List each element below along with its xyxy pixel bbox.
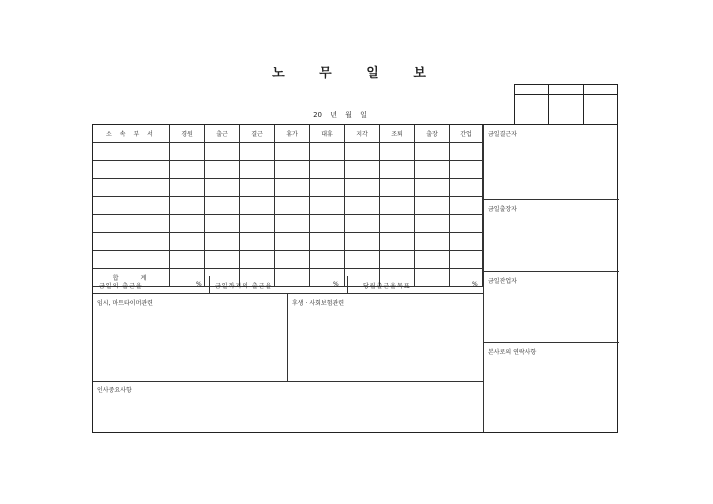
header-department: 소 속 부 서: [93, 125, 170, 143]
attendance-rate-row: [93, 276, 483, 294]
table-cell[interactable]: [415, 233, 450, 251]
table-cell[interactable]: [345, 215, 380, 233]
table-cell[interactable]: [380, 251, 415, 269]
table-cell[interactable]: [275, 197, 310, 215]
table-cell[interactable]: [380, 233, 415, 251]
approval-cell[interactable]: [583, 95, 617, 125]
table-cell[interactable]: [240, 197, 275, 215]
table-cell[interactable]: [345, 233, 380, 251]
header-cell: 조퇴: [380, 125, 415, 143]
table-cell[interactable]: [205, 233, 240, 251]
table-cell[interactable]: [310, 143, 345, 161]
table-cell[interactable]: [415, 179, 450, 197]
overtime-section[interactable]: [484, 272, 619, 343]
approval-cell[interactable]: [549, 95, 583, 125]
table-cell[interactable]: [345, 179, 380, 197]
table-cell[interactable]: [380, 197, 415, 215]
table-cell[interactable]: [170, 215, 205, 233]
monthly-goal-unit: %: [472, 281, 478, 288]
trip-section[interactable]: [484, 200, 619, 272]
header-cell: 휴가: [275, 125, 310, 143]
table-row: [93, 143, 483, 161]
table-cell[interactable]: [93, 233, 170, 251]
cumulative-rate-unit: %: [333, 281, 339, 288]
header-cell: 결근: [240, 125, 275, 143]
temp-worker-label: 임시, 마트타이머관련: [97, 300, 153, 307]
table-cell[interactable]: [345, 197, 380, 215]
table-cell[interactable]: [415, 215, 450, 233]
table-cell[interactable]: [240, 215, 275, 233]
today-rate-label: 금일의 출근율: [99, 283, 143, 290]
report-form: [92, 124, 618, 433]
table-cell[interactable]: [380, 215, 415, 233]
table-cell[interactable]: [240, 179, 275, 197]
absent-section[interactable]: [484, 125, 619, 200]
rate-divider: [209, 276, 210, 293]
table-cell[interactable]: [450, 233, 483, 251]
table-cell[interactable]: [380, 179, 415, 197]
table-cell[interactable]: [450, 179, 483, 197]
contact-label: 본사로의 연락사항: [488, 349, 537, 356]
table-cell[interactable]: [275, 161, 310, 179]
table-cell[interactable]: [275, 233, 310, 251]
header-cell: 출근: [205, 125, 240, 143]
overtime-label: 금일잔업자: [488, 278, 517, 285]
table-cell[interactable]: [275, 251, 310, 269]
table-cell[interactable]: [93, 197, 170, 215]
table-cell[interactable]: [240, 161, 275, 179]
table-cell[interactable]: [345, 143, 380, 161]
table-cell[interactable]: [380, 143, 415, 161]
contact-section[interactable]: [484, 343, 619, 432]
table-cell[interactable]: [450, 215, 483, 233]
table-cell[interactable]: [170, 233, 205, 251]
table-cell[interactable]: [310, 161, 345, 179]
table-row: [93, 233, 483, 251]
table-cell[interactable]: [93, 215, 170, 233]
table-row: [93, 161, 483, 179]
table-cell[interactable]: [170, 161, 205, 179]
header-cell: 출장: [415, 125, 450, 143]
table-cell[interactable]: [205, 161, 240, 179]
table-cell[interactable]: [205, 197, 240, 215]
rate-divider: [347, 276, 348, 293]
table-cell[interactable]: [240, 143, 275, 161]
table-cell[interactable]: [415, 161, 450, 179]
approval-cell[interactable]: [583, 85, 617, 95]
trip-label: 금일출장자: [488, 206, 517, 213]
table-cell[interactable]: [450, 161, 483, 179]
cumulative-rate-label: 금일까지의 출근율: [215, 283, 273, 290]
table-cell[interactable]: [415, 143, 450, 161]
table-cell[interactable]: [170, 143, 205, 161]
table-cell[interactable]: [93, 161, 170, 179]
table-cell[interactable]: [380, 161, 415, 179]
box-divider-h: [93, 381, 483, 382]
table-cell[interactable]: [275, 179, 310, 197]
approval-cell[interactable]: [549, 85, 583, 95]
header-cell: 지각: [345, 125, 380, 143]
table-cell[interactable]: [170, 251, 205, 269]
table-cell[interactable]: [93, 251, 170, 269]
table-cell[interactable]: [205, 251, 240, 269]
approval-box: [514, 84, 618, 125]
approval-cell[interactable]: [515, 85, 549, 95]
table-row: [93, 179, 483, 197]
table-cell[interactable]: [310, 179, 345, 197]
table-cell[interactable]: [93, 143, 170, 161]
table-cell[interactable]: [415, 197, 450, 215]
table-row: [93, 251, 483, 269]
table-cell[interactable]: [310, 215, 345, 233]
table-cell[interactable]: [240, 251, 275, 269]
box-divider: [287, 293, 288, 381]
table-cell[interactable]: [205, 215, 240, 233]
table-cell[interactable]: [310, 197, 345, 215]
table-cell[interactable]: [310, 233, 345, 251]
approval-cell[interactable]: [515, 95, 549, 125]
table-cell[interactable]: [450, 197, 483, 215]
table-cell[interactable]: [240, 233, 275, 251]
table-cell[interactable]: [275, 215, 310, 233]
welfare-label: 후생 · 사회보험관련: [292, 300, 345, 307]
today-rate-unit: %: [196, 281, 202, 288]
table-cell[interactable]: [415, 251, 450, 269]
table-row: [93, 215, 483, 233]
table-header-row: [93, 125, 483, 143]
table-cell[interactable]: [450, 143, 483, 161]
monthly-goal-label: 당월출근율목표: [363, 283, 411, 290]
table-cell[interactable]: [93, 179, 170, 197]
date-line: 20 년 월 일: [313, 111, 367, 119]
form-title: 노 무 일 보: [272, 66, 441, 81]
header-cell: 경원: [170, 125, 205, 143]
header-cell: 간업: [450, 125, 483, 143]
side-panel: [483, 125, 619, 432]
absent-label: 금일결근자: [488, 131, 517, 138]
table-cell[interactable]: [170, 179, 205, 197]
table-cell[interactable]: [205, 179, 240, 197]
table-cell[interactable]: [450, 251, 483, 269]
table-cell[interactable]: [205, 143, 240, 161]
header-cell: 대휴: [310, 125, 345, 143]
table-cell[interactable]: [275, 143, 310, 161]
table-cell[interactable]: [345, 161, 380, 179]
personnel-label: 인사중요사항: [97, 387, 132, 394]
table-cell[interactable]: [345, 251, 380, 269]
attendance-table: [93, 125, 483, 287]
total-label: 합 계: [93, 269, 170, 287]
table-cell[interactable]: [310, 251, 345, 269]
table-row: [93, 197, 483, 215]
table-cell[interactable]: [170, 197, 205, 215]
